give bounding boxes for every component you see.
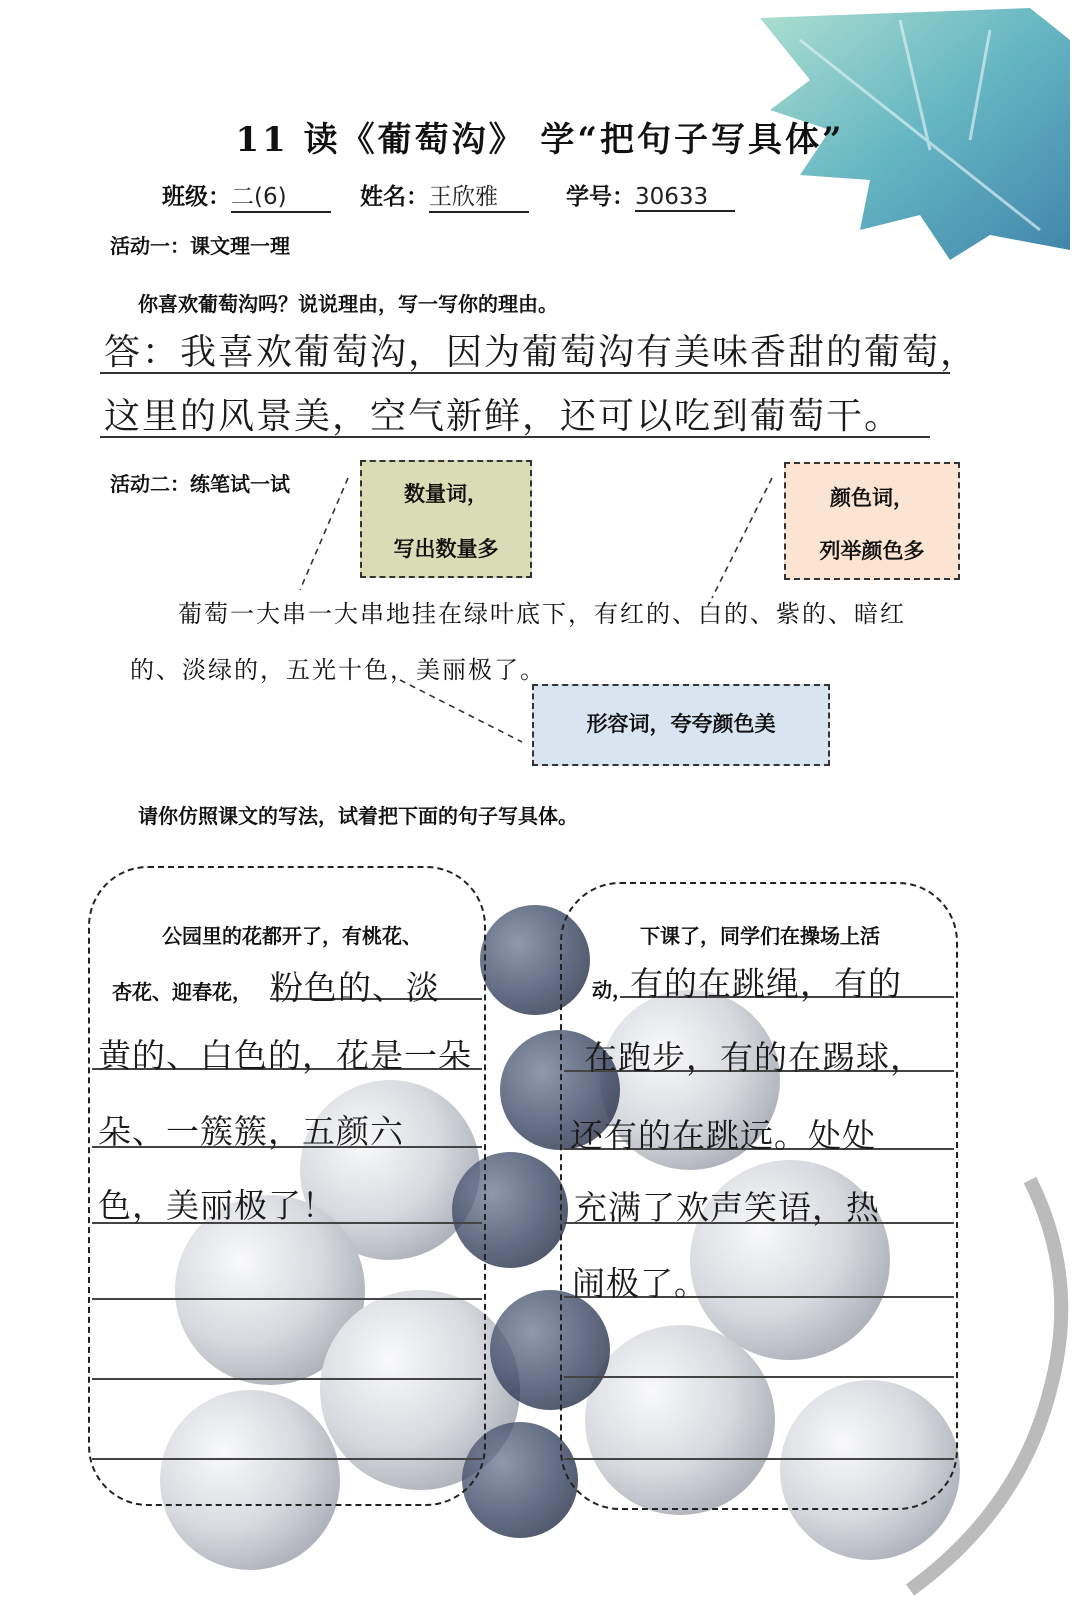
answer-text-1: 答：我喜欢葡萄沟，因为葡萄沟有美味香甜的葡萄， (104, 332, 979, 373)
right-handwriting-4: 充满了欢声笑语，热 (574, 1188, 880, 1227)
activity1-prompt: 你喜欢葡萄沟吗？说说理由，写一写你的理由。 (138, 292, 558, 316)
worksheet-title: 11 读《葡萄沟》 学“把句子写具体” (235, 120, 845, 160)
tag-color-words (784, 462, 960, 580)
activity2-heading: 活动二：练笔试一试 (110, 472, 290, 496)
left-handwriting-2: 黄的、白色的，花是一朵 (98, 1036, 472, 1075)
tag-quantity-line2: 写出数量多 (393, 537, 499, 561)
connector-color (712, 478, 772, 598)
ruled-line (564, 1376, 954, 1378)
student-id-value: 30633 (635, 184, 735, 212)
instruction-text: 请你仿照课文的写法，试着把下面的句子写具体。 (138, 804, 578, 828)
tag-adjective-text: 形容词，夸夸颜色美 (586, 712, 776, 736)
tag-color-line1: 颜色词， (830, 486, 914, 510)
left-handwriting-4: 色，美丽极了！ (98, 1186, 336, 1225)
student-id-label: 学号： (566, 184, 635, 210)
ruled-line (92, 1298, 482, 1300)
answer-text-2: 这里的风景美，空气新鲜，还可以吃到葡萄干。 (104, 396, 903, 437)
passage-line-1: 葡萄一大串一大串地挂在绿叶底下，有红的、白的、紫的、暗红 (178, 600, 906, 628)
tag-quantity-line1: 数量词， (404, 482, 488, 506)
left-handwriting-1: 粉色的、淡 (270, 968, 440, 1007)
connector-quantity (300, 478, 348, 590)
activity1-heading: 活动一：课文理一理 (110, 234, 290, 258)
tag-adjective (532, 684, 830, 766)
right-printed-line-1: 下课了，同学们在操场上活 (640, 924, 880, 948)
ruled-line (92, 1458, 482, 1460)
right-printed-line-2: 动， (592, 978, 632, 1002)
left-printed-line-1: 公园里的花都开了，有桃花、 (162, 924, 422, 948)
right-handwriting-5: 闹极了。 (572, 1264, 708, 1303)
connector-adjective (400, 680, 522, 742)
passage-line-2: 的、淡绿的，五光十色，美丽极了。 (130, 656, 546, 684)
tag-color-line2: 列举颜色多 (819, 539, 925, 563)
ruled-line (564, 1458, 954, 1460)
name-value: 王欣雅 (429, 178, 529, 213)
tag-quantity-words (360, 460, 532, 578)
left-printed-line-2: 杏花、迎春花， (112, 980, 252, 1004)
right-handwriting-2: 在跑步，有的在踢球， (584, 1038, 924, 1077)
right-ruled-area (564, 886, 954, 1504)
left-handwriting-3: 朵、一簇簇，五颜六 (98, 1112, 404, 1151)
class-label: 班级： (162, 184, 231, 210)
name-label: 姓名： (360, 184, 429, 210)
left-ruled-area (92, 870, 482, 1500)
class-value: 二(6) (231, 178, 331, 213)
ruled-line (92, 1378, 482, 1380)
right-handwriting-3: 还有的在跳远。处处 (570, 1116, 876, 1155)
right-handwriting-1: 有的在跳绳，有的 (630, 964, 902, 1003)
